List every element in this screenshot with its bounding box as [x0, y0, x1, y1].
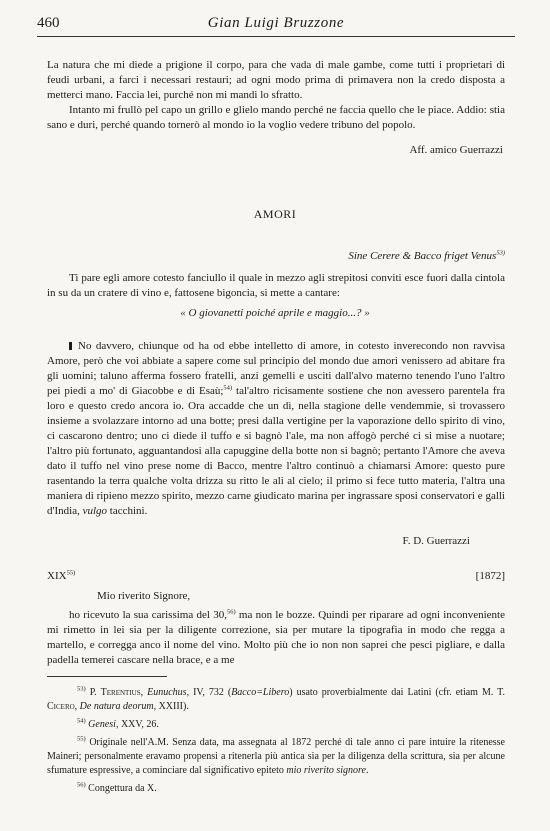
footnote-work-title: De natura deorum — [79, 701, 154, 712]
quoted-verse: « O giovanetti poiché aprile e maggio...? » — [180, 307, 370, 319]
footnote-text: , XXIII). — [153, 701, 189, 712]
footnote-ref-53: 53) — [496, 249, 505, 257]
letter-body-part-a: ho ricevuto la sua carissima del 30, — [69, 609, 227, 621]
footnote-text: ) usato proverbialmente dai Latini (cfr. etiam M. T. — [289, 687, 506, 698]
footnote-text: , — [74, 701, 80, 712]
footnotes — [47, 686, 505, 800]
amori-body-part-b: tal'altro ricisamente sostiene che non avessero parentela fra loro e questo credo ancora io. Ora accadde che un dì, nella stagione delle vendemmie, si trovassero insieme a svolazzare intorno ad una botte; presi dalla vertigine per la vaporazione dello spirito di vino, ci cascarono dentro; uno ci diede il tuffo e si bagnò l'ale, ma non affogò perché ci si mise a nuotare; l'altro più fortunato, agguantandosi alla capuggine della botte non si bagnò; pertanto l'Amore che aveva dato il tuffo nel vino prese nome di Bacco, mentre l'altro continuò a chiamarsi Amore: questo pure rasentando la terra qualche volta drizza su ritto le ali al cielo; il primo si fece tutto materia, l'altra una maniera di ripieno mezzo spirito, mezzo carne giudicato marina per ingrassare sposi conservatori e galli d'India, — [47, 385, 505, 517]
amori-body-part-a: No davvero, chiunque od ha od ebbe intelletto di amore, in cotesto inverecondo non ravvisa Amore, però che voi abbiate a sapere come sul principio del mondo due amori venissero ad abitare fra gli uomini; taluno afferma fossero fratelli, anzi gemelli e usciti dall'alvo materno tenendo l'uno l'altro pei piedi a mo' di Giacobbe e di Esaù; — [47, 340, 505, 397]
footnote-ref-54: 54) — [223, 384, 233, 392]
amori-body-end: tacchini. — [107, 505, 148, 517]
footnote-56 — [47, 782, 505, 796]
footnote-italic: mio riverito signore — [286, 765, 366, 776]
footnote-number: 55) — [77, 735, 86, 743]
footnote-54 — [47, 718, 505, 732]
page-header — [37, 14, 515, 37]
amori-body-italic: vulgo — [82, 505, 108, 517]
footnote-55 — [47, 736, 505, 778]
letter-body-text — [47, 608, 505, 668]
opening-letter-body — [47, 58, 505, 133]
footnote-text: , — [140, 687, 148, 698]
letter-body — [47, 608, 505, 668]
margin-mark — [69, 342, 72, 350]
footnote-text: , IV, 732 ( — [186, 687, 232, 698]
epigraph — [348, 250, 505, 262]
footnote-number: 56) — [77, 781, 86, 789]
section-title: AMORI — [253, 207, 297, 221]
running-title: Gian Luigi Bruzzone — [207, 15, 345, 31]
letter-number — [47, 570, 75, 582]
footnote-text: , XXV, 26. — [115, 719, 159, 730]
opening-paragraph — [47, 58, 505, 103]
opening-line-1: La natura che mi diede a prigione il corpo, para che vada di male gambe, come — [47, 59, 414, 71]
footnote-italic: Bacco=Libero — [231, 687, 290, 698]
opening-line-3: primavera non la credo disposta a metterci mano. Faccia lei, purché non mi mandi lo sfratto. — [47, 74, 505, 101]
opening-paragraph-2: Intanto mi frullò pel capo un grillo e glielo mando perché ne faccia quello che le piace. Addio: stia sano e duri, perché quando tornerò al mondo io la voglio vedere tribuno del popolo. — [47, 104, 505, 131]
footnote-ref-56: 56) — [226, 608, 236, 616]
footnote-text: . — [366, 765, 369, 776]
letter-body-part-b: ma non le bozze. Quindi per riparare ad ogni inconveniente mi rimetto in lei sia per la diligente correzione, sia per mutare la tipografia in modo che regga a martello, e corregga anco il nome del vino. Molto più che io non non saprei che pesci pigliare, e dalla padella temerei cascare nella brace, e a me — [47, 609, 505, 666]
opening-line-2: tutti i proprietari di feudi urbani, a farci i necessari restauri; ad ogni modo prima di — [47, 59, 505, 86]
letter-year: [1872] — [475, 570, 505, 582]
footnote-text: Originale nell'A.M. Senza data, ma assegnata al 1872 perché di tale anno ci pare intuire la ritenesse Maineri; personalmente eravamo propensi a ritenerla più antica sia per la diligenza della scrittura, sia per alcune sfumature espressive, a cominciare dal significativo epiteto — [47, 737, 505, 776]
footnote-work-title: Eunuchus — [147, 687, 187, 698]
footnote-text: Congettura da X. — [88, 783, 157, 794]
amori-intro-text: Ti pare egli amore cotesto fanciullo il quale in mezzo agli strepitosi conviti esce fuori dalla cintola in su da un cratere di vino e, fattosene bigoncia, si mette a cantare: — [47, 272, 505, 299]
amori-body-text — [47, 339, 505, 519]
opening-signature: Aff. amico Guerrazzi — [409, 144, 503, 156]
footnote-work-title: Genesi — [88, 719, 116, 730]
amori-body — [47, 339, 505, 519]
footnote-number: 54) — [77, 717, 86, 725]
footnote-author: Cicero — [47, 701, 75, 712]
footnote-author: Terentius — [100, 687, 141, 698]
epigraph-text: Sine Cerere & Bacco friget Venus — [348, 250, 497, 262]
footnote-number: 53) — [77, 685, 86, 693]
footnote-53 — [47, 686, 505, 714]
footnote-text: P. — [89, 687, 101, 698]
footnote-ref-55: 55) — [66, 569, 76, 577]
letter-salutation: Mio riverito Signore, — [97, 590, 191, 602]
letter-number-text: XIX — [47, 570, 67, 582]
amori-intro — [47, 271, 505, 301]
page-number: 460 — [37, 15, 60, 31]
amori-signature: F. D. Guerrazzi — [402, 535, 470, 547]
footnote-divider — [47, 676, 167, 677]
